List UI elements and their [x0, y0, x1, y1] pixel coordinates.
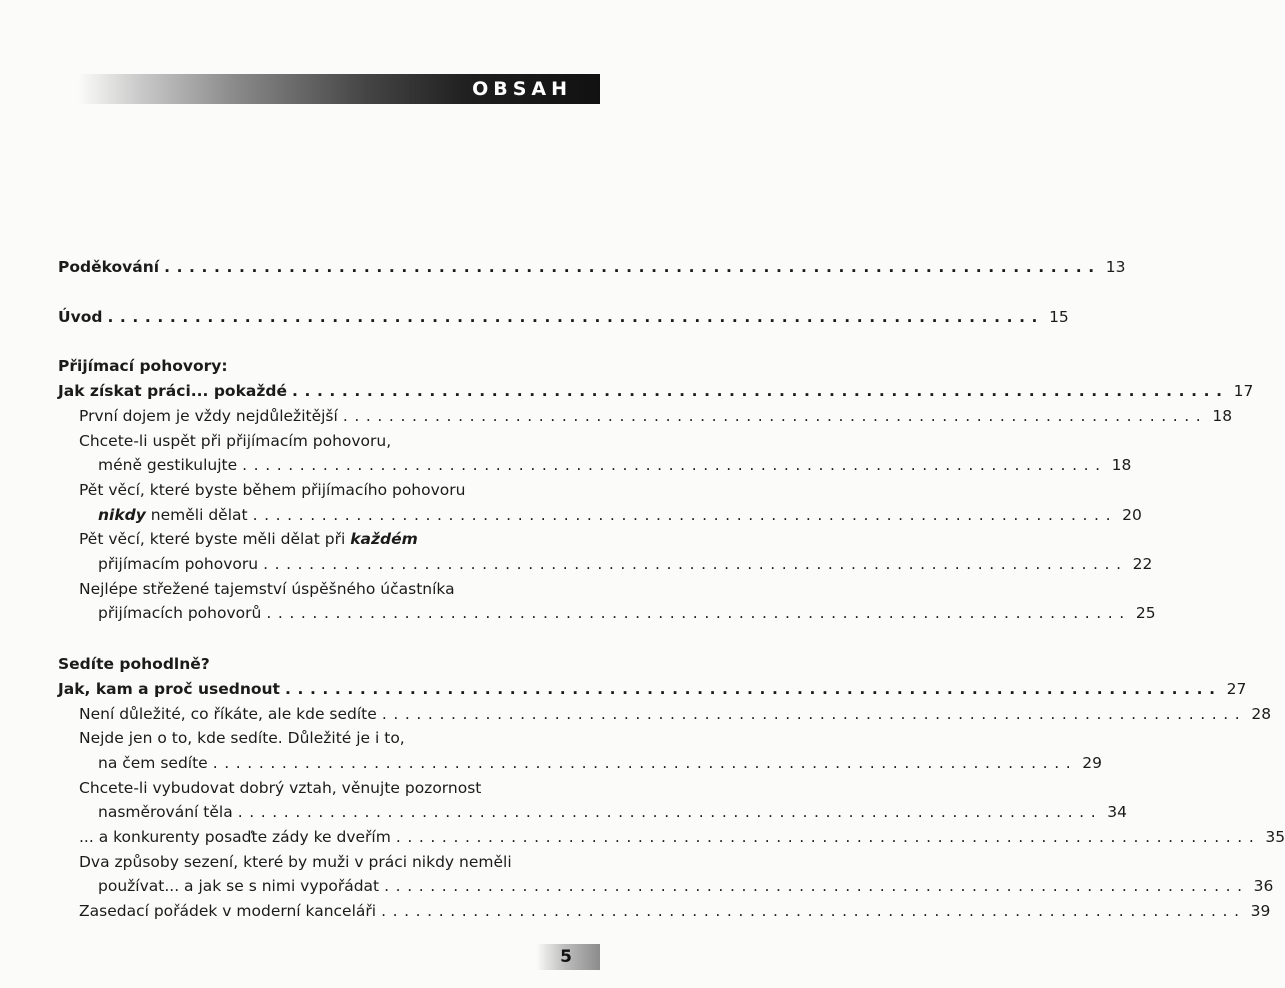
toc-entry-line: Dva způsoby sezení, které by muži v práci nikdy neměli [79, 852, 512, 871]
dot-leader: ........................................................................... [284, 679, 1222, 698]
toc-entry-title: přijímacích pohovorů [98, 604, 262, 623]
dot-leader: ........................................................................... [242, 456, 1107, 475]
toc-page-number: 36 [1253, 877, 1274, 896]
toc-entry[interactable] [58, 552, 1153, 577]
toc-entry[interactable] [58, 899, 1271, 924]
toc-page-number: 34 [1107, 803, 1127, 822]
toc-entry[interactable] [58, 751, 1102, 776]
toc-page-number: 18 [1111, 456, 1132, 475]
toc-entry-line: Pět věcí, které byste během přijímacího pohovoru [79, 480, 466, 499]
toc-page-number: 20 [1122, 505, 1142, 524]
toc-entry[interactable] [58, 601, 1156, 626]
dot-leader: ........................................................................... [263, 555, 1128, 574]
emphasis: každém [350, 530, 418, 549]
toc-page-number: 29 [1082, 753, 1102, 772]
toc-entry-title [98, 503, 248, 528]
toc-entry-title: přijímacím pohovoru [98, 555, 259, 574]
header-band [78, 74, 600, 104]
toc-page-number: 27 [1226, 679, 1247, 698]
page-number: 5 [560, 947, 572, 967]
toc-entry-line: Nejde jen o to, kde sedíte. Důležité je i to, [79, 729, 405, 748]
toc-entry[interactable] [58, 453, 1132, 478]
toc-entry-title: První dojem je vždy nejdůležitější [79, 406, 338, 425]
toc-entry-section2[interactable] [58, 677, 1247, 702]
toc-entry-title: Jak získat práci... pokaždé [58, 382, 287, 401]
toc-entry-title: méně gestikulujte [98, 456, 238, 475]
toc-entry-line [58, 527, 572, 552]
toc-page-number: 15 [1049, 307, 1069, 326]
dot-leader: ........................................................................... [395, 828, 1261, 847]
section-title: OBSAH [472, 78, 572, 100]
toc-page-number: 39 [1250, 902, 1271, 921]
toc-page-number: 18 [1212, 406, 1233, 425]
toc-entry[interactable] [58, 404, 1233, 429]
toc-entry-podekovani[interactable] [58, 255, 1126, 280]
toc-entry-line: Chcete-li uspět při přijímacím pohovoru, [79, 431, 392, 450]
toc-entry-line: Nejlépe střežené tajemství úspěšného účastníka [79, 579, 455, 598]
dot-leader: ........................................................................... [266, 604, 1131, 623]
toc-entry-title-rest: neměli dělat [145, 505, 248, 524]
toc-page-number: 25 [1135, 604, 1156, 623]
toc-page-number: 22 [1132, 555, 1153, 574]
toc-page-number: 28 [1251, 704, 1272, 723]
dot-leader: ........................................................................... [384, 877, 1249, 896]
toc-entry-line: Chcete-li vybudovat dobrý vztah, věnujte pozornost [79, 778, 482, 797]
dot-leader: ........................................................................... [237, 803, 1103, 822]
toc-entry-title: Úvod [58, 307, 103, 326]
toc-entry[interactable] [58, 800, 1127, 825]
toc-entry-title: Jak, kam a proč usednout [58, 679, 280, 698]
toc-entry[interactable] [58, 874, 1274, 899]
dot-leader: ........................................................................... [164, 258, 1101, 276]
toc-entry-title: Poděkování [58, 258, 160, 276]
toc-page-number: 17 [1233, 382, 1254, 401]
dot-leader: ........................................................................... [107, 307, 1045, 326]
table-of-contents [58, 255, 1285, 924]
toc-entry-uvod[interactable] [58, 305, 1069, 330]
toc-entry-title: Zasedací pořádek v moderní kanceláři [79, 902, 377, 921]
toc-entry-title: na čem sedíte [98, 753, 208, 772]
toc-section-heading: Přijímací pohovory: [58, 357, 228, 376]
toc-entry-title-start: Pět věcí, které byste měli dělat při [79, 530, 351, 549]
dot-leader: ........................................................................... [381, 704, 1247, 723]
dot-leader: ........................................................................... [342, 406, 1208, 425]
toc-entry-title: ... a konkurenty posaďte zády ke dveřím [79, 828, 391, 847]
dot-leader: ........................................................................... [212, 753, 1078, 772]
page-number-tab [536, 944, 600, 970]
toc-page-number: 13 [1105, 258, 1126, 276]
toc-entry[interactable] [58, 825, 1285, 850]
toc-entry[interactable] [58, 702, 1272, 727]
toc-entry[interactable] [58, 503, 1142, 528]
dot-leader: ........................................................................... [381, 902, 1246, 921]
toc-entry-section1[interactable] [58, 379, 1254, 404]
dot-leader: ........................................................................... [252, 505, 1118, 524]
toc-entry-title: používat... a jak se s nimi vypořádat [98, 877, 380, 896]
toc-page-number: 35 [1265, 828, 1285, 847]
dot-leader: ........................................................................... [291, 382, 1229, 401]
toc-section-heading: Sedíte pohodlně? [58, 655, 210, 674]
toc-entry-title: Není důležité, co říkáte, ale kde sedíte [79, 704, 377, 723]
emphasis: nikdy [98, 505, 146, 524]
toc-entry-title: nasměrování těla [98, 803, 233, 822]
